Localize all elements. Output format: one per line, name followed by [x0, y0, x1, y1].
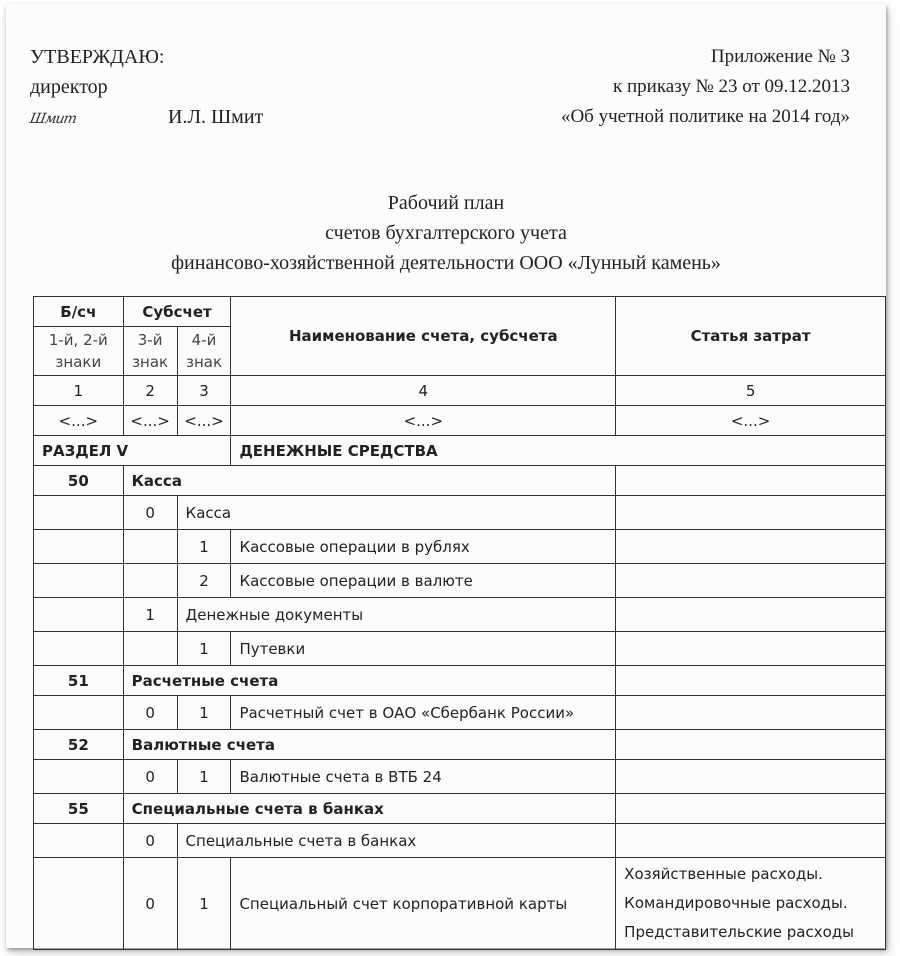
cost-item-cell	[616, 824, 886, 858]
document-sheet	[6, 4, 886, 948]
subaccount-digit-3	[123, 632, 177, 666]
appendix-number: Приложение № 3	[710, 46, 850, 67]
ellipsis-row	[34, 406, 886, 436]
account-code: 50	[34, 466, 124, 496]
cost-item-cell	[616, 496, 886, 530]
ellipsis-cell: <...>	[231, 406, 616, 436]
account-name: Специальные счета в банках	[123, 794, 616, 824]
subaccount-digit-3	[123, 530, 177, 564]
account-code: 52	[34, 730, 124, 760]
column-number: 2	[123, 376, 177, 406]
subaccount-digit-4: 1	[177, 632, 231, 666]
cost-item-cell	[616, 730, 886, 760]
subaccount-name: Расчетный счет в ОАО «Сбербанк России»	[231, 696, 616, 730]
director-name: И.Л. Шмит	[168, 106, 264, 128]
appendix-block	[561, 42, 850, 132]
table-row	[34, 496, 886, 530]
subaccount-digit-3: 0	[123, 824, 177, 858]
document-title	[6, 188, 886, 278]
table-row	[34, 824, 886, 858]
account-code	[34, 632, 124, 666]
subaccount-digit-3: 0	[123, 496, 177, 530]
cost-item-cell	[616, 598, 886, 632]
section-row	[34, 436, 886, 466]
subaccount-digit-4: 1	[177, 760, 231, 794]
title-line-3: финансово-хозяйственной деятельности ООО «Лунный камень»	[171, 252, 721, 274]
account-name: Касса	[123, 466, 616, 496]
section-name: ДЕНЕЖНЫЕ СРЕДСТВА	[231, 436, 886, 466]
cost-item: Представительские расходы	[624, 923, 855, 941]
approval-block	[30, 42, 263, 134]
approval-heading: УТВЕРЖДАЮ:	[30, 46, 165, 68]
cost-item-cell	[616, 794, 886, 824]
signature-row	[30, 102, 263, 134]
subaccount-digit-4: 1	[177, 530, 231, 564]
subaccount-digit-4: 1	[177, 858, 231, 950]
cost-item: Хозяйственные расходы.	[624, 865, 823, 883]
cost-item-cell	[616, 858, 886, 950]
header-digits-1-2: 1-й, 2-й знаки	[34, 327, 124, 376]
account-code	[34, 564, 124, 598]
subaccount-digit-3: 0	[123, 760, 177, 794]
subaccount-name: Специальные счета в банках	[177, 824, 616, 858]
subaccount-name: Кассовые операции в рублях	[231, 530, 616, 564]
subaccount-name: Специальный счет корпоративной карты	[231, 858, 616, 950]
ellipsis-cell: <...>	[177, 406, 231, 436]
table-row	[34, 730, 886, 760]
cost-item-cell	[616, 666, 886, 696]
cost-item: Командировочные расходы.	[624, 894, 848, 912]
subaccount-name: Касса	[177, 496, 616, 530]
subaccount-digit-3	[123, 564, 177, 598]
title-line-1: Рабочий план	[387, 192, 505, 214]
subaccount-name: Денежные документы	[177, 598, 616, 632]
account-code	[34, 858, 124, 950]
header-cost-item: Статья затрат	[616, 297, 886, 376]
ellipsis-cell: <...>	[34, 406, 124, 436]
table-row	[34, 530, 886, 564]
cost-item-cell	[616, 530, 886, 564]
subaccount-digit-4: 1	[177, 696, 231, 730]
table-header-row	[34, 297, 886, 327]
cost-item-cell	[616, 466, 886, 496]
accounts-plan-table	[33, 296, 886, 950]
table-row	[34, 696, 886, 730]
subaccount-name: Путевки	[231, 632, 616, 666]
cost-item-cell	[616, 696, 886, 730]
subaccount-digit-3: 0	[123, 696, 177, 730]
table-row	[34, 858, 886, 950]
ellipsis-cell: <...>	[123, 406, 177, 436]
column-number: 4	[231, 376, 616, 406]
ellipsis-cell: <...>	[616, 406, 886, 436]
handwritten-signature: Шмит	[28, 111, 78, 127]
account-code	[34, 530, 124, 564]
section-label: РАЗДЕЛ V	[34, 436, 231, 466]
subaccount-digit-3: 1	[123, 598, 177, 632]
table-row	[34, 564, 886, 598]
header-account: Б/сч	[34, 297, 124, 327]
header-account-name: Наименование счета, субсчета	[231, 297, 616, 376]
table-row	[34, 598, 886, 632]
table-row	[34, 794, 886, 824]
subaccount-name: Валютные счета в ВТБ 24	[231, 760, 616, 794]
table-row	[34, 666, 886, 696]
table-row	[34, 632, 886, 666]
column-number: 3	[177, 376, 231, 406]
cost-item-cell	[616, 632, 886, 666]
account-code: 55	[34, 794, 124, 824]
header-digit-4: 4-й знак	[177, 327, 231, 376]
column-number: 1	[34, 376, 124, 406]
account-code: 51	[34, 666, 124, 696]
table-row	[34, 760, 886, 794]
cost-item-cell	[616, 564, 886, 598]
column-number: 5	[616, 376, 886, 406]
account-code	[34, 760, 124, 794]
account-code	[34, 696, 124, 730]
account-name: Расчетные счета	[123, 666, 616, 696]
account-code	[34, 496, 124, 530]
header-subaccount: Субсчет	[123, 297, 231, 327]
subaccount-digit-3: 0	[123, 858, 177, 950]
appendix-policy: «Об учетной политике на 2014 год»	[560, 106, 850, 127]
account-code	[34, 824, 124, 858]
account-code	[34, 598, 124, 632]
column-number-row	[34, 376, 886, 406]
account-name: Валютные счета	[123, 730, 616, 760]
title-line-2: счетов бухгалтерского учета	[325, 222, 567, 244]
cost-item-cell	[616, 760, 886, 794]
subaccount-name: Кассовые операции в валюте	[231, 564, 616, 598]
header-digit-3: 3-й знак	[123, 327, 177, 376]
table-row	[34, 466, 886, 496]
subaccount-digit-4: 2	[177, 564, 231, 598]
approval-position: директор	[30, 76, 108, 98]
appendix-order: к приказу № 23 от 09.12.2013	[613, 76, 850, 97]
